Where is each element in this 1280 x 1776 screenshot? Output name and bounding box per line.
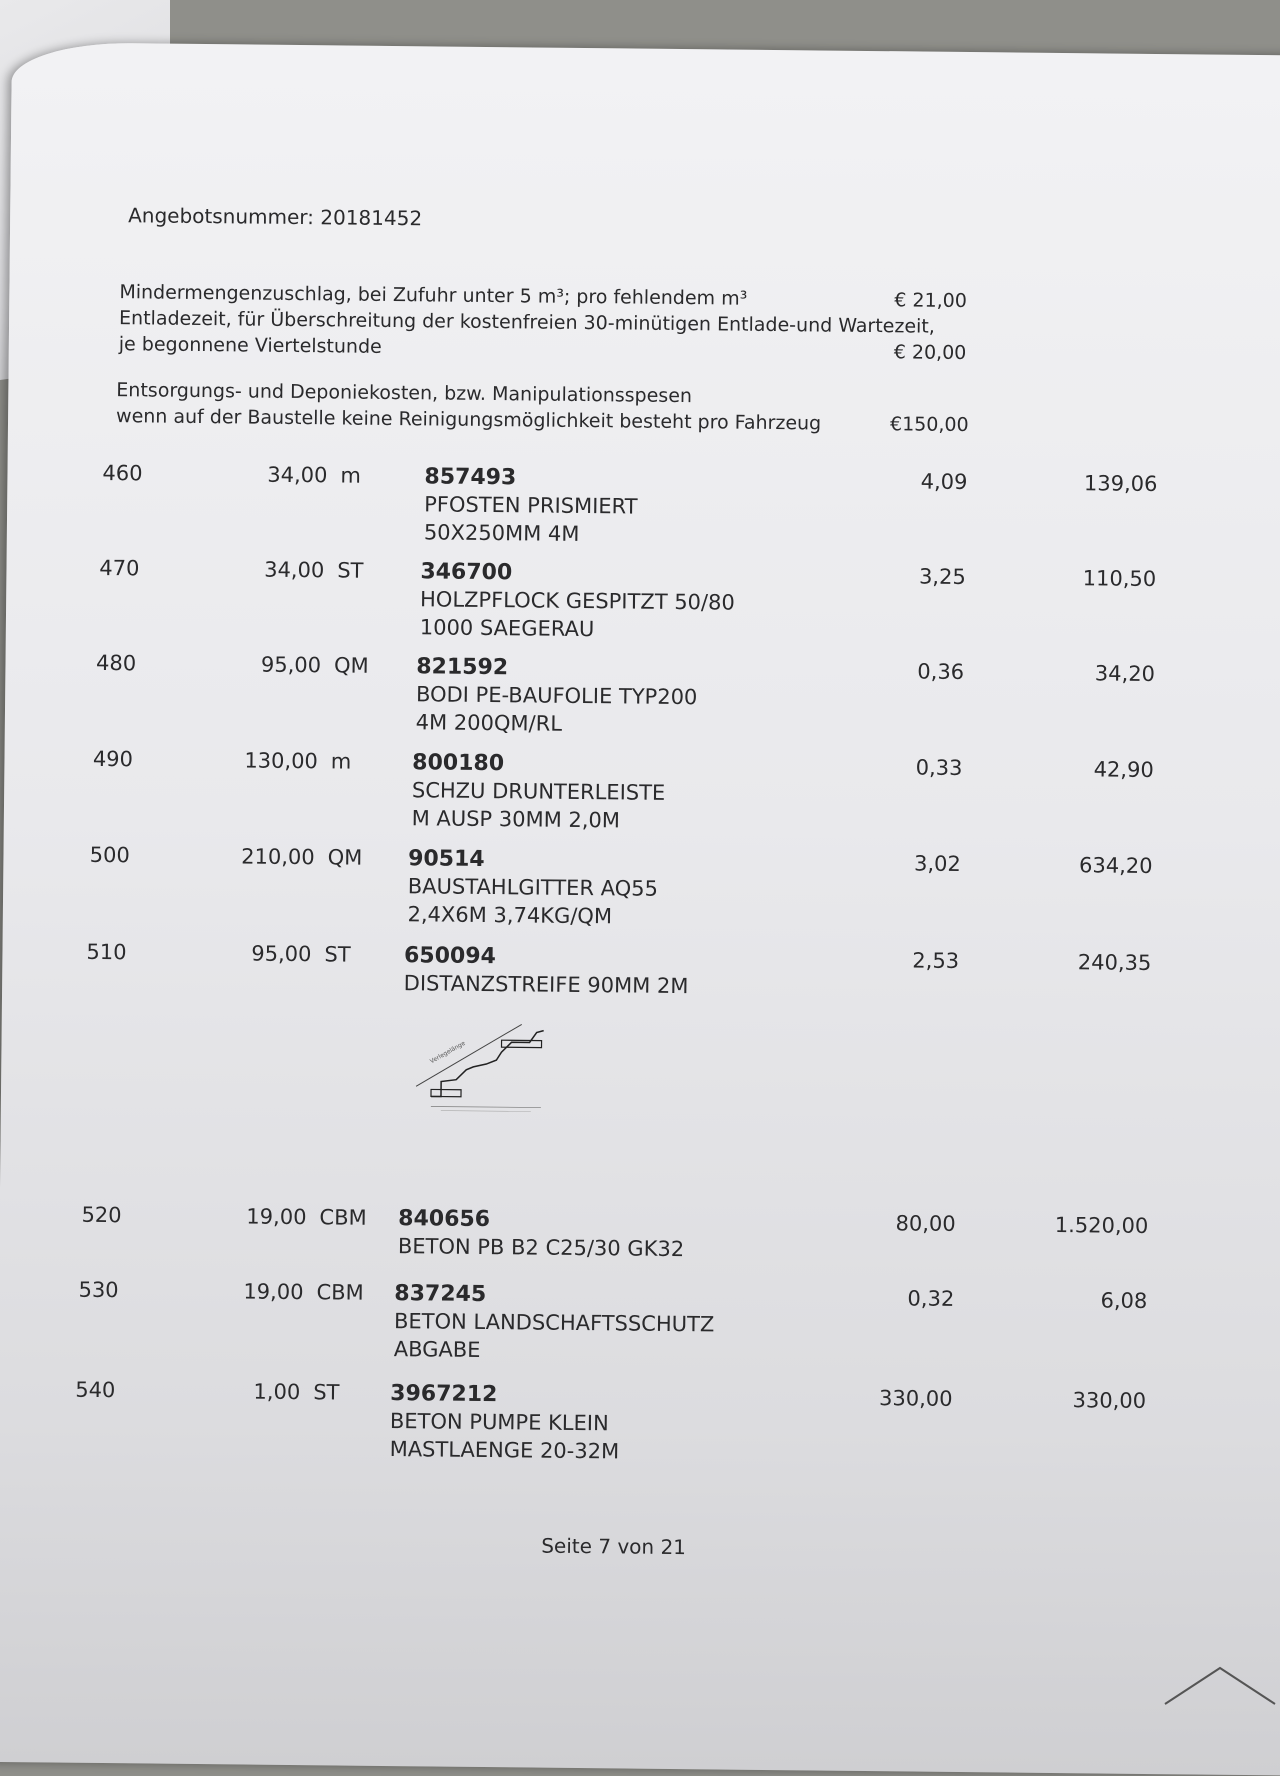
description-line-1: DISTANZSTREIFE 90MM 2M (403, 971, 689, 999)
surcharge-2-price: € 20,00 (893, 341, 967, 365)
line-total: 6,08 (1100, 1288, 1148, 1313)
article-code: 90514 (408, 846, 485, 872)
position-number: 480 (95, 650, 137, 676)
position-number: 470 (99, 555, 140, 581)
line-total: 34,20 (1094, 661, 1156, 687)
article-code: 650094 (403, 943, 497, 970)
page-number: Seite 7 von 21 (541, 1533, 687, 1560)
surcharge-2-line-2: je begonnene Viertelstunde (118, 333, 382, 358)
unit: m (340, 463, 362, 488)
unit: ST (324, 942, 351, 967)
surcharge-1-line-1: Mindermengenzuschlag, bei Zufuhr unter 5 m³; pro fehlendem m³ (119, 281, 748, 310)
unit: CBM (319, 1205, 367, 1230)
position-number: 460 (102, 460, 143, 486)
description-line-2: 2,4X6M 3,74KG/QM (407, 902, 613, 929)
description-line-1: BETON LANDSCHAFTSSCHUTZ (393, 1309, 715, 1337)
quantity: 95,00 (251, 941, 312, 967)
line-total: 42,90 (1093, 757, 1154, 782)
surcharge-3-price: €150,00 (889, 413, 969, 437)
offer-number: Angebotsnummer: 20181452 (128, 203, 423, 231)
unit-price: 330,00 (878, 1386, 953, 1411)
quantity: 130,00 (244, 748, 319, 774)
description-line-2: M AUSP 30MM 2,0M (411, 806, 621, 833)
article-code: 3967212 (390, 1381, 498, 1408)
quantity: 19,00 (243, 1279, 304, 1305)
position-number: 490 (92, 746, 134, 772)
unit-price: 4,09 (920, 469, 968, 495)
document-page (0, 42, 1280, 1776)
quantity: 34,00 (264, 557, 325, 583)
unit: ST (313, 1380, 340, 1405)
surcharge-3-line-1: Entsorgungs- und Deponiekosten, bzw. Manipulationsspesen (116, 379, 693, 408)
description-line-1: PFOSTEN PRISMIERT (424, 492, 638, 519)
description-line-2: MASTLAENGE 20-32M (389, 1437, 620, 1464)
description-line-1: BAUSTAHLGITTER AQ55 (407, 874, 659, 901)
unit: CBM (316, 1280, 364, 1305)
unit-price: 0,36 (917, 659, 965, 685)
distance-strip-sketch (411, 1011, 572, 1118)
position-number: 540 (75, 1377, 116, 1403)
description-line-1: BETON PB B2 C25/30 GK32 (397, 1234, 685, 1262)
position-number: 520 (81, 1202, 122, 1228)
description-line-1: BODI PE-BAUFOLIE TYP200 (415, 682, 698, 710)
line-total: 1.520,00 (1054, 1212, 1149, 1238)
surcharge-1-price: € 21,00 (894, 289, 967, 313)
line-total: 634,20 (1078, 853, 1153, 878)
line-total: 110,50 (1082, 566, 1157, 592)
quantity: 210,00 (241, 844, 315, 870)
article-code: 800180 (412, 750, 505, 777)
surcharge-2-line-1: Entladezeit, für Überschreitung der kostenfreien 30-minütigen Entlade-und Wartezeit, (118, 307, 935, 338)
line-total: 139,06 (1083, 471, 1158, 497)
unit-price: 0,32 (907, 1286, 955, 1311)
article-code: 821592 (416, 654, 509, 681)
description-line-2: 50X250MM 4M (423, 520, 580, 546)
article-code: 840656 (398, 1206, 491, 1233)
quantity: 34,00 (267, 462, 328, 488)
unit-price: 2,53 (912, 948, 960, 973)
unit: QM (333, 653, 369, 678)
quantity: 1,00 (253, 1379, 301, 1405)
position-number: 510 (86, 939, 127, 965)
article-code: 857493 (424, 464, 517, 491)
article-code: 837245 (394, 1281, 487, 1308)
article-code: 346700 (420, 559, 513, 586)
unit-price: 3,02 (913, 851, 961, 876)
description-line-1: HOLZPFLOCK GESPITZT 50/80 (419, 587, 735, 615)
svg-text:Verlegelänge: Verlegelänge (428, 1039, 467, 1066)
position-number: 530 (78, 1277, 119, 1303)
description-line-2: 1000 SAEGERAU (419, 615, 595, 642)
unit: ST (337, 558, 364, 583)
unit: QM (327, 845, 363, 870)
quantity: 95,00 (260, 652, 322, 678)
position-number: 500 (89, 842, 130, 868)
description-line-2: ABGABE (393, 1337, 481, 1362)
description-line-1: BETON PUMPE KLEIN (389, 1409, 609, 1436)
description-line-2: 4M 200QM/RL (415, 710, 563, 736)
description-line-1: SCHZU DRUNTERLEISTE (411, 778, 666, 805)
line-total: 240,35 (1077, 950, 1152, 975)
chevron-up-icon (1160, 1660, 1280, 1706)
unit: m (330, 749, 352, 774)
unit-price: 0,33 (915, 755, 963, 780)
surcharge-3-line-2: wenn auf der Baustelle keine Reinigungsmöglichkeit besteht pro Fahrzeug (115, 405, 822, 435)
quantity: 19,00 (246, 1204, 307, 1230)
line-total: 330,00 (1072, 1388, 1147, 1413)
unit-price: 80,00 (895, 1211, 956, 1236)
unit-price: 3,25 (918, 564, 966, 590)
